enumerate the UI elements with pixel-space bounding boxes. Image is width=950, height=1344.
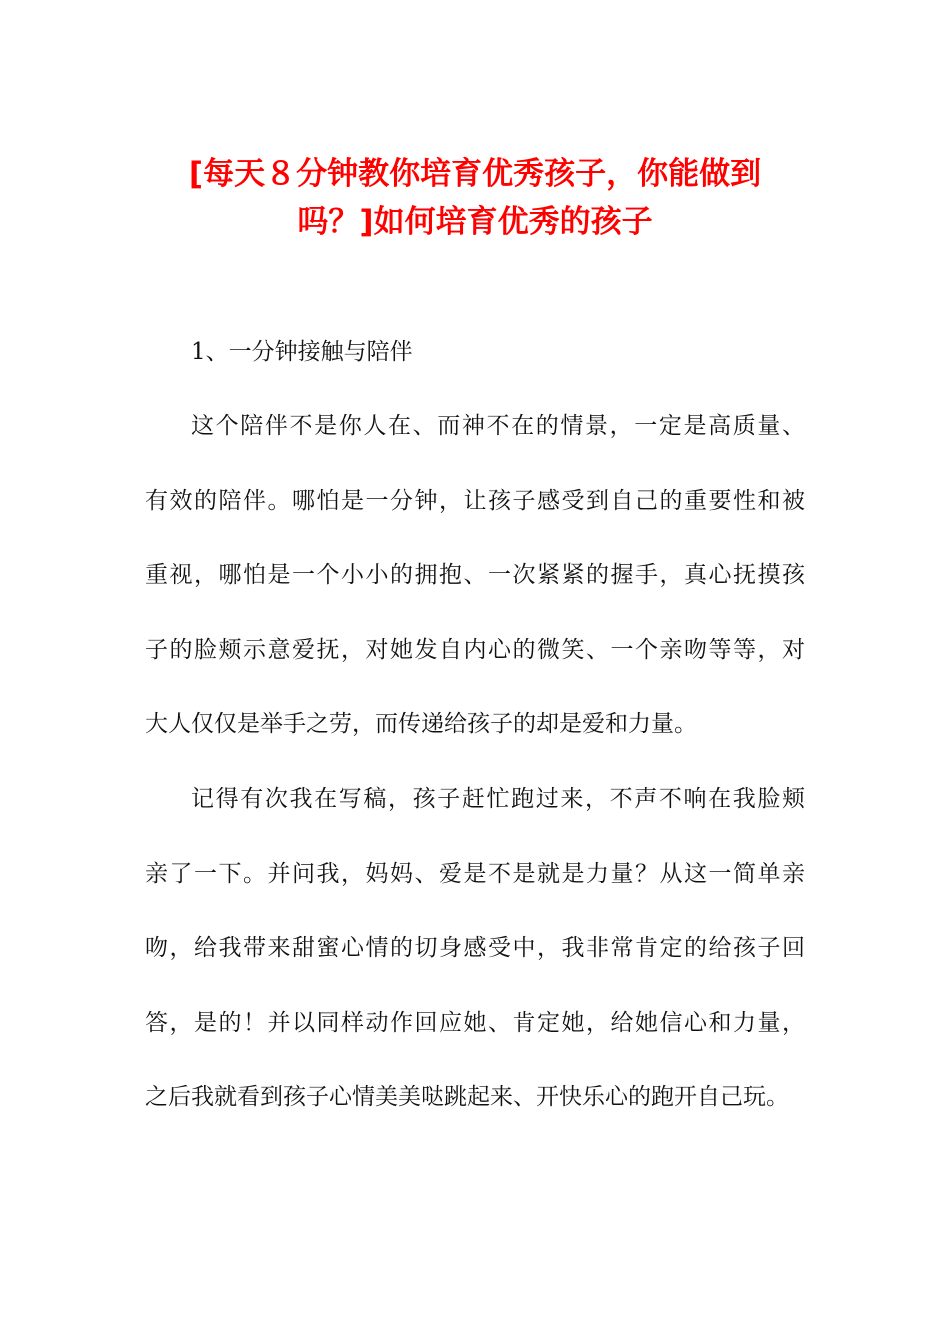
paragraph-1-line-1: 这个陪伴不是你人在、而神不在的情景，一定是高质量、 (191, 413, 805, 439)
title-line-2: 吗？]如何培育优秀的孩子 (297, 204, 653, 240)
paragraph-2 (145, 762, 805, 1135)
paragraph-1-line-5: 大人仅仅是举手之劳，而传递给孩子的却是爱和力量。 (145, 711, 697, 737)
paragraph-1 (145, 389, 805, 762)
paragraph-1-line-2: 有效的陪伴。哪怕是一分钟，让孩子感受到自己的重要性和被 (145, 487, 805, 514)
paragraph-1-line-3: 重视，哪怕是一个小小的拥抱、一次紧紧的握手，真心抚摸孩 (145, 562, 805, 588)
paragraph-2-line-1: 记得有次我在写稿，孩子赶忙跑过来，不声不响在我脸颊 (191, 786, 805, 812)
title-line-1: [每天８分钟教你培育优秀孩子，你能做到 (188, 156, 762, 192)
paragraph-1-line-4: 子的脸颊示意爱抚，对她发自内心的微笑、一个亲吻等等，对 (145, 636, 805, 663)
section-heading: 1、一分钟接触与陪伴 (191, 339, 413, 365)
paragraph-2-line-2: 亲了一下。并问我，妈妈、爱是不是就是力量？从这一简单亲 (145, 860, 805, 887)
paragraph-2-line-4: 答，是的！并以同样动作回应她、肯定她，给她信心和力量， (145, 1009, 805, 1036)
paragraph-2-line-5: 之后我就看到孩子心情美美哒跳起来、开快乐心的跑开自己玩。 (145, 1084, 789, 1110)
section-heading-block (145, 315, 805, 390)
paragraph-2-line-3: 吻，给我带来甜蜜心情的切身感受中，我非常肯定的给孩子回 (145, 935, 805, 961)
document-title (145, 150, 805, 246)
